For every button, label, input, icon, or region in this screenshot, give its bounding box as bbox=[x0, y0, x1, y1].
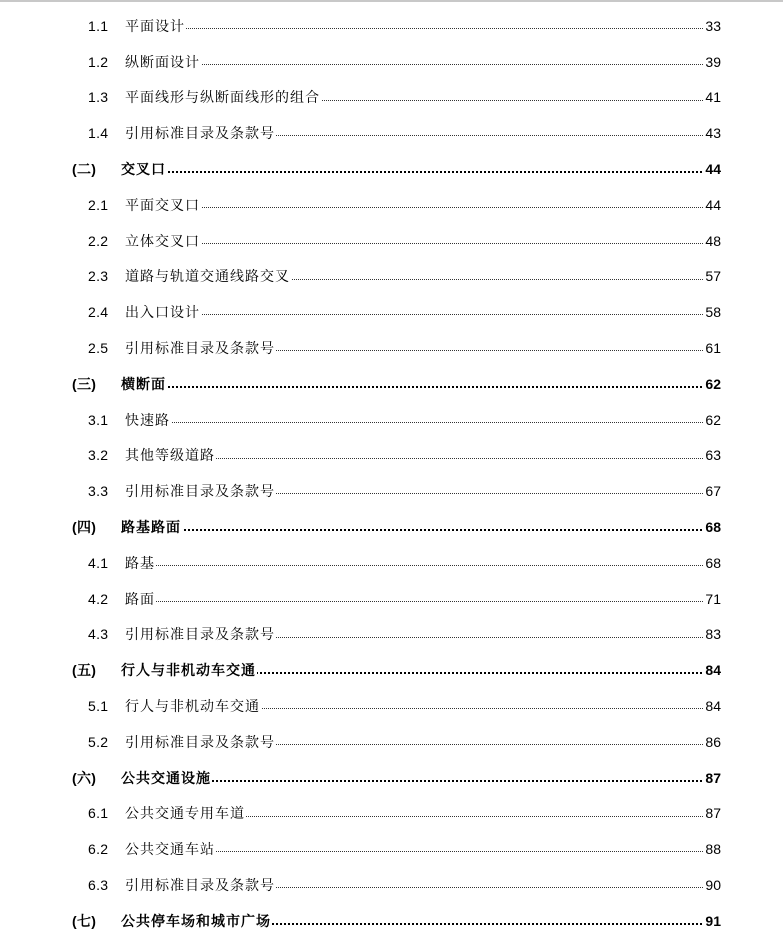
toc-section-entry[interactable] bbox=[0, 796, 783, 832]
toc-entry-page-number: 33 bbox=[703, 8, 721, 44]
toc-entry-page-number: 68 bbox=[703, 509, 721, 545]
toc-chapter-entry[interactable] bbox=[0, 366, 783, 402]
toc-section-entry[interactable] bbox=[0, 187, 783, 223]
toc-entry-title: 路面 bbox=[125, 581, 156, 617]
toc-entry-title: 道路与轨道交通线路交叉 bbox=[125, 259, 291, 295]
toc-entry-number: 3.3 bbox=[88, 483, 109, 500]
toc-entry-title: 出入口设计 bbox=[125, 294, 201, 330]
toc-entry-number: 2.4 bbox=[88, 304, 109, 321]
toc-entry-number: 3.1 bbox=[88, 411, 109, 428]
toc-dot-leader bbox=[125, 28, 721, 29]
toc-entry-number: 6.1 bbox=[88, 805, 109, 822]
toc-entry-page-number: 63 bbox=[703, 438, 721, 474]
toc-entry-page-number: 86 bbox=[703, 724, 721, 760]
toc-entry-title: 引用标准目录及条款号 bbox=[125, 867, 276, 903]
toc-entry-page-number: 44 bbox=[703, 151, 721, 187]
toc-entry-number: (五) bbox=[72, 662, 97, 679]
toc-entry-page-number: 87 bbox=[703, 796, 721, 832]
toc-entry-title: 公共交通车站 bbox=[125, 831, 216, 867]
toc-entry-number: 6.3 bbox=[88, 877, 109, 894]
toc-dot-leader bbox=[125, 64, 721, 65]
toc-entry-number: 1.3 bbox=[88, 89, 109, 106]
toc-section-entry[interactable] bbox=[0, 115, 783, 151]
toc-entry-number: 2.5 bbox=[88, 340, 109, 357]
toc-entry-title: 纵断面设计 bbox=[125, 44, 201, 80]
toc-entry-title: 其他等级道路 bbox=[125, 438, 216, 474]
toc-dot-leader bbox=[125, 207, 721, 208]
toc-entry-number: (七) bbox=[72, 912, 97, 929]
toc-entry-title: 公共交通专用车道 bbox=[125, 796, 246, 832]
toc-entry-page-number: 90 bbox=[703, 867, 721, 903]
toc-entry-page-number: 83 bbox=[703, 617, 721, 653]
toc-entry-page-number: 62 bbox=[703, 402, 721, 438]
page-top-border bbox=[0, 0, 783, 2]
toc-section-entry[interactable] bbox=[0, 545, 783, 581]
toc-entry-page-number: 84 bbox=[703, 688, 721, 724]
toc-chapter-entry[interactable] bbox=[0, 509, 783, 545]
toc-entry-title: 立体交叉口 bbox=[125, 223, 201, 259]
toc-section-entry[interactable] bbox=[0, 294, 783, 330]
toc-entry-page-number: 91 bbox=[703, 903, 721, 939]
toc-entry-page-number: 39 bbox=[703, 44, 721, 80]
toc-entry-page-number: 57 bbox=[703, 259, 721, 295]
toc-entry-page-number: 71 bbox=[703, 581, 721, 617]
toc-section-entry[interactable] bbox=[0, 724, 783, 760]
toc-entry-page-number: 43 bbox=[703, 115, 721, 151]
toc-entry-number: 1.2 bbox=[88, 53, 109, 70]
toc-section-entry[interactable] bbox=[0, 402, 783, 438]
toc-entry-title: 引用标准目录及条款号 bbox=[125, 473, 276, 509]
toc-section-entry[interactable] bbox=[0, 688, 783, 724]
toc-entry-title: 平面交叉口 bbox=[125, 187, 201, 223]
toc-entry-number: 1.4 bbox=[88, 125, 109, 142]
toc-section-entry[interactable] bbox=[0, 330, 783, 366]
toc-section-entry[interactable] bbox=[0, 831, 783, 867]
toc-entry-page-number: 62 bbox=[703, 366, 721, 402]
toc-entry-page-number: 87 bbox=[703, 760, 721, 796]
toc-section-entry[interactable] bbox=[0, 438, 783, 474]
toc-chapter-entry[interactable] bbox=[0, 151, 783, 187]
toc-entry-page-number: 41 bbox=[703, 80, 721, 116]
toc-entry-number: 5.1 bbox=[88, 698, 109, 715]
toc-entry-title: 快速路 bbox=[125, 402, 171, 438]
toc-entry-number: 6.2 bbox=[88, 841, 109, 858]
toc-entry-number: (四) bbox=[72, 519, 97, 536]
toc-section-entry[interactable] bbox=[0, 581, 783, 617]
toc-entry-page-number: 44 bbox=[703, 187, 721, 223]
toc-entry-number: 2.1 bbox=[88, 196, 109, 213]
toc-entry-title: 引用标准目录及条款号 bbox=[125, 330, 276, 366]
toc-entry-page-number: 58 bbox=[703, 294, 721, 330]
toc-chapter-entry[interactable] bbox=[0, 760, 783, 796]
toc-entry-number: (二) bbox=[72, 161, 97, 178]
toc-entry-title: 公共停车场和城市广场 bbox=[121, 903, 272, 939]
toc-section-entry[interactable] bbox=[0, 44, 783, 80]
toc-entry-number: 4.1 bbox=[88, 554, 109, 571]
toc-entry-page-number: 61 bbox=[703, 330, 721, 366]
toc-entry-number: 2.2 bbox=[88, 232, 109, 249]
toc-entry-number: 2.3 bbox=[88, 268, 109, 285]
toc-entry-title: 行人与非机动车交通 bbox=[121, 652, 257, 688]
toc-dot-leader bbox=[125, 243, 721, 244]
toc-entry-page-number: 67 bbox=[703, 473, 721, 509]
toc-entry-title: 路基路面 bbox=[121, 509, 182, 545]
toc-dot-leader bbox=[121, 171, 721, 173]
toc-chapter-entry[interactable] bbox=[0, 903, 783, 939]
toc-section-entry[interactable] bbox=[0, 473, 783, 509]
toc-dot-leader bbox=[121, 386, 721, 388]
toc-section-entry[interactable] bbox=[0, 259, 783, 295]
toc-dot-leader bbox=[125, 601, 721, 602]
toc-entry-page-number: 68 bbox=[703, 545, 721, 581]
toc-entry-number: 3.2 bbox=[88, 447, 109, 464]
toc-entry-title: 平面设计 bbox=[125, 8, 186, 44]
toc-entry-number: (六) bbox=[72, 769, 97, 786]
toc-dot-leader bbox=[125, 422, 721, 423]
toc-dot-leader bbox=[125, 314, 721, 315]
toc-entry-number: (三) bbox=[72, 375, 97, 392]
toc-entry-title: 交叉口 bbox=[121, 151, 167, 187]
table-of-contents bbox=[0, 8, 783, 939]
toc-section-entry[interactable] bbox=[0, 223, 783, 259]
toc-entry-title: 路基 bbox=[125, 545, 156, 581]
toc-entry-number: 1.1 bbox=[88, 17, 109, 34]
toc-entry-title: 引用标准目录及条款号 bbox=[125, 724, 276, 760]
toc-entry-number: 4.2 bbox=[88, 590, 109, 607]
toc-entry-title: 平面线形与纵断面线形的组合 bbox=[125, 80, 321, 116]
toc-section-entry[interactable] bbox=[0, 617, 783, 653]
toc-entry-page-number: 48 bbox=[703, 223, 721, 259]
toc-section-entry[interactable] bbox=[0, 867, 783, 903]
toc-entry-page-number: 84 bbox=[703, 652, 721, 688]
toc-entry-title: 行人与非机动车交通 bbox=[125, 688, 261, 724]
toc-section-entry[interactable] bbox=[0, 8, 783, 44]
toc-entry-title: 公共交通设施 bbox=[121, 760, 212, 796]
toc-chapter-entry[interactable] bbox=[0, 652, 783, 688]
toc-entry-number: 5.2 bbox=[88, 733, 109, 750]
toc-dot-leader bbox=[125, 565, 721, 566]
toc-entry-page-number: 88 bbox=[703, 831, 721, 867]
toc-entry-title: 横断面 bbox=[121, 366, 167, 402]
toc-dot-leader bbox=[121, 529, 721, 531]
toc-entry-title: 引用标准目录及条款号 bbox=[125, 115, 276, 151]
toc-entry-title: 引用标准目录及条款号 bbox=[125, 617, 276, 653]
toc-section-entry[interactable] bbox=[0, 80, 783, 116]
toc-entry-number: 4.3 bbox=[88, 626, 109, 643]
